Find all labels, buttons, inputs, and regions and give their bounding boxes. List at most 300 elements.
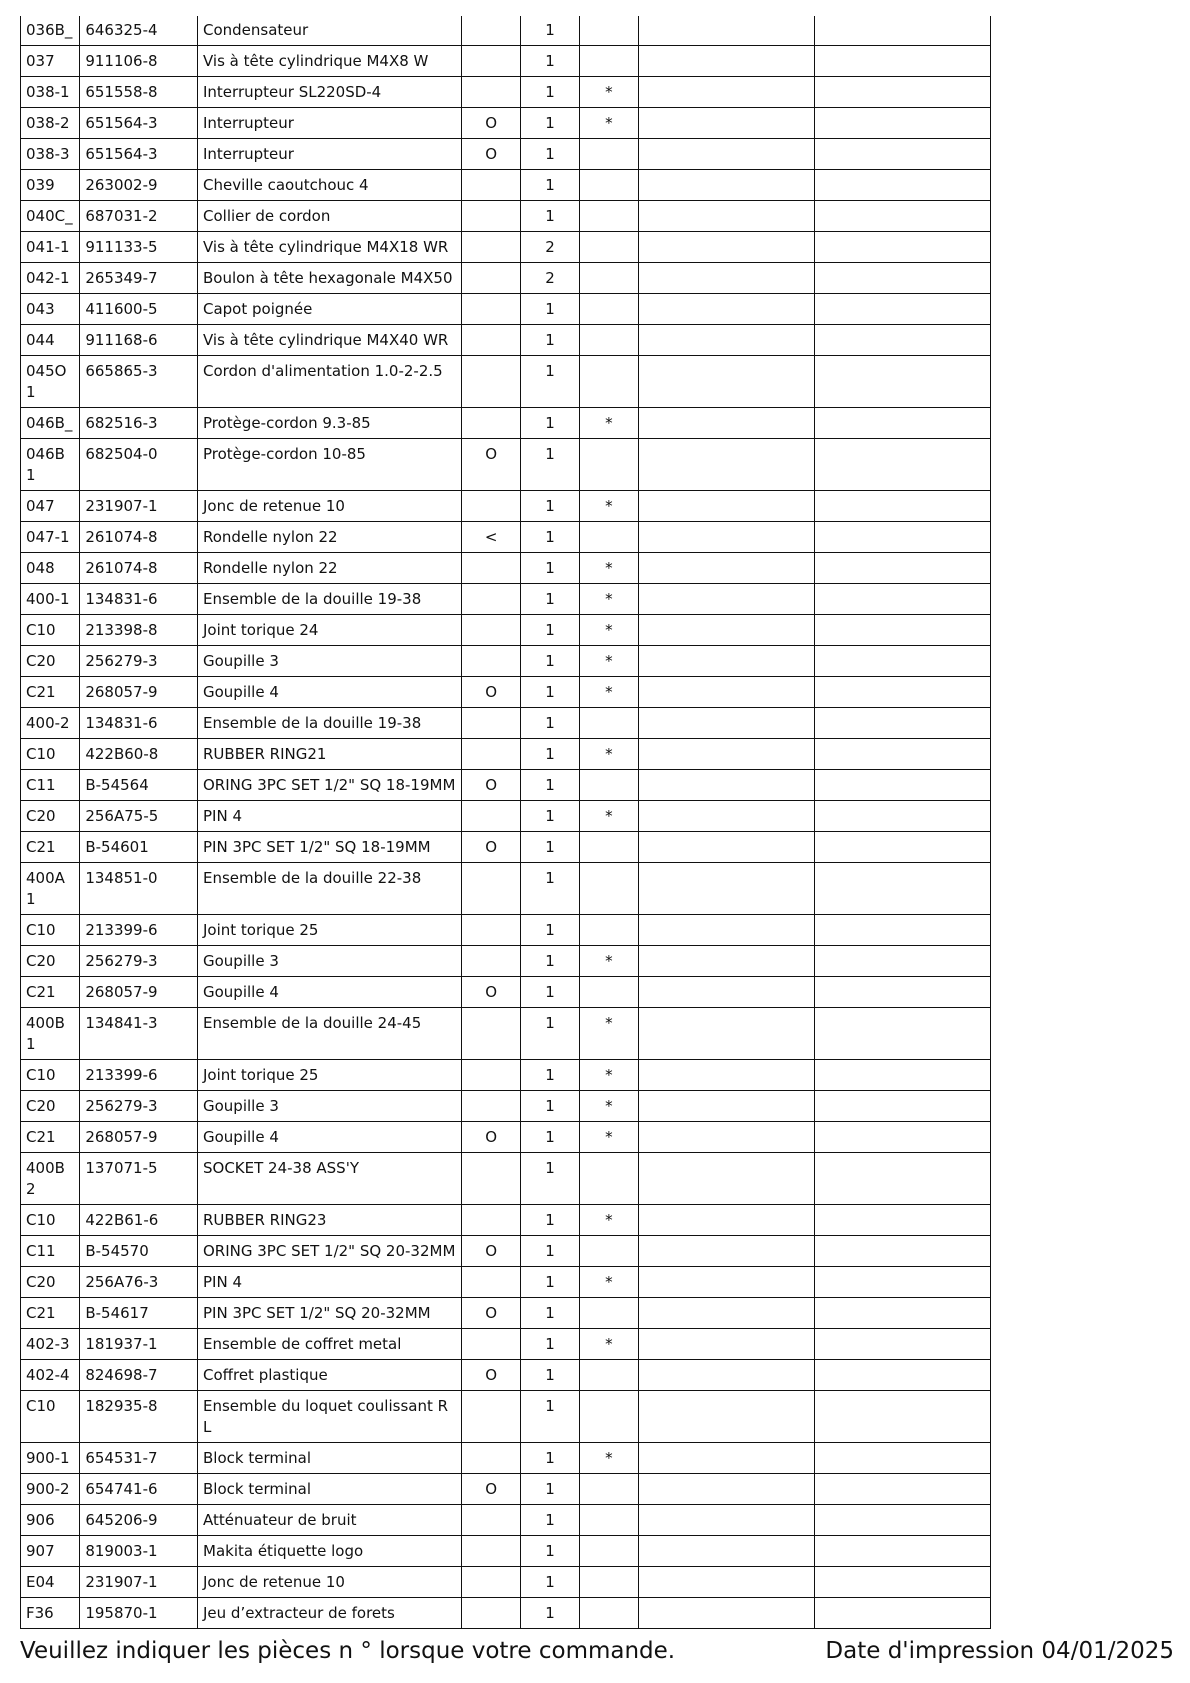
table-row [21, 1298, 991, 1329]
blank-cell [638, 832, 814, 863]
table-row [21, 863, 991, 915]
item-number-cell: 047-1 [21, 522, 80, 553]
description-cell: Goupille 3 [198, 946, 462, 977]
blank-cell [638, 1236, 814, 1267]
part-number-cell: 646325-4 [80, 16, 198, 46]
table-row [21, 1122, 991, 1153]
item-number-cell: C20 [21, 1267, 80, 1298]
description-cell: Goupille 3 [198, 646, 462, 677]
mark-cell [461, 294, 520, 325]
description-cell: Goupille 4 [198, 677, 462, 708]
blank-cell [814, 1267, 990, 1298]
table-row [21, 139, 991, 170]
blank-cell [638, 1567, 814, 1598]
table-row [21, 522, 991, 553]
note-cell [579, 1236, 638, 1267]
blank-cell [638, 1298, 814, 1329]
mark-cell [461, 77, 520, 108]
mark-cell [461, 1091, 520, 1122]
quantity-cell: 1 [521, 294, 579, 325]
mark-cell: < [461, 522, 520, 553]
blank-cell [814, 1391, 990, 1443]
item-number-cell: 900-2 [21, 1474, 80, 1505]
blank-cell [814, 1236, 990, 1267]
quantity-cell: 1 [521, 1153, 579, 1205]
part-number-cell: 268057-9 [80, 1122, 198, 1153]
description-cell: PIN 4 [198, 1267, 462, 1298]
item-number-cell: F36 [21, 1598, 80, 1629]
item-number-cell: 402-4 [21, 1360, 80, 1391]
description-cell: Makita étiquette logo [198, 1536, 462, 1567]
item-number-cell: C10 [21, 739, 80, 770]
table-row [21, 1391, 991, 1443]
note-cell [579, 232, 638, 263]
mark-cell: O [461, 1474, 520, 1505]
blank-cell [814, 1205, 990, 1236]
part-number-cell: 911133-5 [80, 232, 198, 263]
note-cell [579, 1298, 638, 1329]
description-cell: Ensemble de la douille 22-38 [198, 863, 462, 915]
quantity-cell: 1 [521, 1298, 579, 1329]
item-number-cell: C20 [21, 1091, 80, 1122]
part-number-cell: 213399-6 [80, 915, 198, 946]
blank-cell [814, 1567, 990, 1598]
quantity-cell: 1 [521, 1267, 579, 1298]
blank-cell [638, 325, 814, 356]
quantity-cell: 1 [521, 1505, 579, 1536]
note-cell [579, 294, 638, 325]
description-cell: Block terminal [198, 1443, 462, 1474]
part-number-cell: 268057-9 [80, 977, 198, 1008]
item-number-cell: C11 [21, 770, 80, 801]
print-date: Date d'impression 04/01/2025 [825, 1638, 1174, 1664]
blank-cell [814, 708, 990, 739]
note-cell [579, 139, 638, 170]
part-number-cell: 231907-1 [80, 491, 198, 522]
quantity-cell: 1 [521, 356, 579, 408]
blank-cell [814, 739, 990, 770]
blank-cell [638, 1008, 814, 1060]
part-number-cell: 824698-7 [80, 1360, 198, 1391]
blank-cell [814, 1536, 990, 1567]
mark-cell [461, 201, 520, 232]
item-number-cell: 400B2 [21, 1153, 80, 1205]
blank-cell [638, 1443, 814, 1474]
table-row [21, 356, 991, 408]
mark-cell [461, 801, 520, 832]
quantity-cell: 1 [521, 946, 579, 977]
table-row [21, 739, 991, 770]
blank-cell [814, 522, 990, 553]
note-cell: * [579, 1091, 638, 1122]
table-row [21, 16, 991, 46]
quantity-cell: 1 [521, 1008, 579, 1060]
mark-cell [461, 646, 520, 677]
description-cell: Ensemble de coffret metal [198, 1329, 462, 1360]
mark-cell: O [461, 139, 520, 170]
mark-cell [461, 263, 520, 294]
blank-cell [638, 46, 814, 77]
part-number-cell: 819003-1 [80, 1536, 198, 1567]
quantity-cell: 1 [521, 325, 579, 356]
note-cell [579, 708, 638, 739]
description-cell: Joint torique 24 [198, 615, 462, 646]
note-cell [579, 16, 638, 46]
blank-cell [814, 1298, 990, 1329]
blank-cell [638, 170, 814, 201]
blank-cell [638, 1360, 814, 1391]
blank-cell [638, 1329, 814, 1360]
mark-cell [461, 615, 520, 646]
quantity-cell: 1 [521, 139, 579, 170]
note-cell: * [579, 408, 638, 439]
mark-cell [461, 946, 520, 977]
table-row [21, 1205, 991, 1236]
mark-cell [461, 491, 520, 522]
table-row [21, 946, 991, 977]
item-number-cell: C21 [21, 677, 80, 708]
mark-cell [461, 1505, 520, 1536]
blank-cell [638, 1536, 814, 1567]
mark-cell [461, 1329, 520, 1360]
blank-cell [814, 108, 990, 139]
mark-cell [461, 356, 520, 408]
blank-cell [814, 263, 990, 294]
quantity-cell: 1 [521, 863, 579, 915]
table-row [21, 294, 991, 325]
table-row [21, 439, 991, 491]
part-number-cell: 134841-3 [80, 1008, 198, 1060]
mark-cell [461, 1153, 520, 1205]
note-cell [579, 325, 638, 356]
blank-cell [638, 201, 814, 232]
description-cell: SOCKET 24-38 ASS'Y [198, 1153, 462, 1205]
note-cell: * [579, 553, 638, 584]
part-number-cell: 687031-2 [80, 201, 198, 232]
mark-cell: O [461, 832, 520, 863]
description-cell: Boulon à tête hexagonale M4X50 [198, 263, 462, 294]
part-number-cell: 682504-0 [80, 439, 198, 491]
description-cell: Goupille 3 [198, 1091, 462, 1122]
description-cell: Jonc de retenue 10 [198, 491, 462, 522]
item-number-cell: 038-3 [21, 139, 80, 170]
blank-cell [638, 977, 814, 1008]
part-number-cell: B-54564 [80, 770, 198, 801]
item-number-cell: C10 [21, 615, 80, 646]
part-number-cell: 654741-6 [80, 1474, 198, 1505]
note-cell: * [579, 615, 638, 646]
blank-cell [814, 1505, 990, 1536]
part-number-cell: 256279-3 [80, 946, 198, 977]
blank-cell [638, 1505, 814, 1536]
blank-cell [638, 615, 814, 646]
part-number-cell: 268057-9 [80, 677, 198, 708]
description-cell: Ensemble de la douille 24-45 [198, 1008, 462, 1060]
table-row [21, 1443, 991, 1474]
note-cell [579, 1505, 638, 1536]
item-number-cell: 400-2 [21, 708, 80, 739]
blank-cell [638, 646, 814, 677]
description-cell: Condensateur [198, 16, 462, 46]
table-row [21, 1008, 991, 1060]
mark-cell: O [461, 108, 520, 139]
table-row [21, 615, 991, 646]
part-number-cell: 213399-6 [80, 1060, 198, 1091]
quantity-cell: 1 [521, 522, 579, 553]
item-number-cell: C20 [21, 946, 80, 977]
item-number-cell: 048 [21, 553, 80, 584]
blank-cell [814, 1091, 990, 1122]
mark-cell [461, 46, 520, 77]
blank-cell [638, 139, 814, 170]
blank-cell [814, 1329, 990, 1360]
description-cell: PIN 3PC SET 1/2" SQ 20-32MM [198, 1298, 462, 1329]
table-row [21, 801, 991, 832]
blank-cell [638, 439, 814, 491]
parts-table [20, 16, 991, 1629]
quantity-cell: 1 [521, 16, 579, 46]
note-cell [579, 770, 638, 801]
mark-cell: O [461, 977, 520, 1008]
blank-cell [814, 1060, 990, 1091]
mark-cell [461, 1060, 520, 1091]
quantity-cell: 1 [521, 201, 579, 232]
blank-cell [638, 1267, 814, 1298]
description-cell: Cordon d'alimentation 1.0-2-2.5 [198, 356, 462, 408]
note-cell: * [579, 677, 638, 708]
mark-cell: O [461, 1236, 520, 1267]
description-cell: Coffret plastique [198, 1360, 462, 1391]
table-row [21, 584, 991, 615]
table-row [21, 1567, 991, 1598]
note-cell: * [579, 1443, 638, 1474]
mark-cell [461, 325, 520, 356]
description-cell: RUBBER RING23 [198, 1205, 462, 1236]
blank-cell [814, 491, 990, 522]
blank-cell [814, 139, 990, 170]
table-row [21, 325, 991, 356]
table-row [21, 491, 991, 522]
note-cell [579, 46, 638, 77]
quantity-cell: 1 [521, 439, 579, 491]
part-number-cell: 651564-3 [80, 108, 198, 139]
quantity-cell: 1 [521, 1329, 579, 1360]
quantity-cell: 1 [521, 1360, 579, 1391]
mark-cell [461, 739, 520, 770]
description-cell: Rondelle nylon 22 [198, 553, 462, 584]
description-cell: Vis à tête cylindrique M4X8 W [198, 46, 462, 77]
description-cell: Joint torique 25 [198, 915, 462, 946]
blank-cell [814, 615, 990, 646]
mark-cell [461, 1536, 520, 1567]
note-cell [579, 170, 638, 201]
table-row [21, 46, 991, 77]
description-cell: Interrupteur SL220SD-4 [198, 77, 462, 108]
item-number-cell: 907 [21, 1536, 80, 1567]
item-number-cell: 038-2 [21, 108, 80, 139]
quantity-cell: 1 [521, 615, 579, 646]
table-row [21, 1505, 991, 1536]
part-number-cell: 645206-9 [80, 1505, 198, 1536]
table-row [21, 832, 991, 863]
quantity-cell: 1 [521, 77, 579, 108]
note-cell [579, 201, 638, 232]
table-row [21, 770, 991, 801]
table-row [21, 677, 991, 708]
quantity-cell: 1 [521, 1443, 579, 1474]
part-number-cell: 422B60-8 [80, 739, 198, 770]
note-cell: * [579, 584, 638, 615]
table-row [21, 263, 991, 294]
item-number-cell: 041-1 [21, 232, 80, 263]
note-cell [579, 832, 638, 863]
quantity-cell: 1 [521, 708, 579, 739]
quantity-cell: 1 [521, 1536, 579, 1567]
item-number-cell: C21 [21, 977, 80, 1008]
mark-cell [461, 584, 520, 615]
table-row [21, 408, 991, 439]
table-row [21, 1267, 991, 1298]
blank-cell [638, 16, 814, 46]
part-number-cell: 256A75-5 [80, 801, 198, 832]
part-number-cell: 261074-8 [80, 553, 198, 584]
order-instruction: Veuillez indiquer les pièces n ° lorsque votre commande. [20, 1638, 676, 1664]
item-number-cell: C10 [21, 915, 80, 946]
blank-cell [638, 77, 814, 108]
note-cell [579, 263, 638, 294]
mark-cell [461, 1205, 520, 1236]
mark-cell [461, 16, 520, 46]
note-cell: * [579, 491, 638, 522]
table-row [21, 201, 991, 232]
part-number-cell: 651558-8 [80, 77, 198, 108]
note-cell [579, 1360, 638, 1391]
table-row [21, 553, 991, 584]
blank-cell [814, 646, 990, 677]
blank-cell [814, 232, 990, 263]
blank-cell [638, 522, 814, 553]
item-number-cell: 045O1 [21, 356, 80, 408]
note-cell: * [579, 801, 638, 832]
note-cell [579, 977, 638, 1008]
blank-cell [814, 356, 990, 408]
quantity-cell: 1 [521, 677, 579, 708]
quantity-cell: 1 [521, 1205, 579, 1236]
blank-cell [638, 232, 814, 263]
mark-cell: O [461, 677, 520, 708]
quantity-cell: 1 [521, 977, 579, 1008]
blank-cell [638, 739, 814, 770]
table-row [21, 1153, 991, 1205]
item-number-cell: C10 [21, 1205, 80, 1236]
table-row [21, 1329, 991, 1360]
part-number-cell: 654531-7 [80, 1443, 198, 1474]
blank-cell [638, 770, 814, 801]
part-number-cell: 134831-6 [80, 584, 198, 615]
quantity-cell: 1 [521, 491, 579, 522]
mark-cell [461, 553, 520, 584]
quantity-cell: 1 [521, 408, 579, 439]
quantity-cell: 1 [521, 584, 579, 615]
blank-cell [814, 946, 990, 977]
part-number-cell: 231907-1 [80, 1567, 198, 1598]
item-number-cell: 400B1 [21, 1008, 80, 1060]
blank-cell [638, 263, 814, 294]
quantity-cell: 1 [521, 801, 579, 832]
part-number-cell: 265349-7 [80, 263, 198, 294]
table-row [21, 170, 991, 201]
quantity-cell: 1 [521, 108, 579, 139]
description-cell: Capot poignée [198, 294, 462, 325]
part-number-cell: 181937-1 [80, 1329, 198, 1360]
item-number-cell: C10 [21, 1060, 80, 1091]
table-row [21, 646, 991, 677]
mark-cell [461, 863, 520, 915]
part-number-cell: B-54617 [80, 1298, 198, 1329]
blank-cell [814, 977, 990, 1008]
part-number-cell: 911106-8 [80, 46, 198, 77]
note-cell [579, 356, 638, 408]
table-row [21, 108, 991, 139]
table-row [21, 1536, 991, 1567]
description-cell: PIN 4 [198, 801, 462, 832]
note-cell: * [579, 739, 638, 770]
item-number-cell: C21 [21, 1122, 80, 1153]
item-number-cell: 040C_ [21, 201, 80, 232]
blank-cell [638, 356, 814, 408]
blank-cell [638, 1060, 814, 1091]
quantity-cell: 1 [521, 646, 579, 677]
item-number-cell: C20 [21, 646, 80, 677]
item-number-cell: 036B_ [21, 16, 80, 46]
description-cell: Jeu d’extracteur de forets [198, 1598, 462, 1629]
blank-cell [638, 294, 814, 325]
mark-cell [461, 408, 520, 439]
quantity-cell: 1 [521, 1474, 579, 1505]
description-cell: Block terminal [198, 1474, 462, 1505]
blank-cell [814, 46, 990, 77]
part-number-cell: B-54601 [80, 832, 198, 863]
blank-cell [638, 863, 814, 915]
mark-cell [461, 1008, 520, 1060]
table-row [21, 232, 991, 263]
part-number-cell: B-54570 [80, 1236, 198, 1267]
part-number-cell: 911168-6 [80, 325, 198, 356]
quantity-cell: 1 [521, 770, 579, 801]
note-cell: * [579, 946, 638, 977]
blank-cell [814, 325, 990, 356]
note-cell: * [579, 1267, 638, 1298]
quantity-cell: 1 [521, 832, 579, 863]
note-cell [579, 1474, 638, 1505]
note-cell [579, 522, 638, 553]
item-number-cell: 039 [21, 170, 80, 201]
part-number-cell: 134831-6 [80, 708, 198, 739]
blank-cell [638, 708, 814, 739]
item-number-cell: 400A1 [21, 863, 80, 915]
blank-cell [814, 16, 990, 46]
mark-cell [461, 1391, 520, 1443]
blank-cell [638, 677, 814, 708]
blank-cell [638, 915, 814, 946]
quantity-cell: 1 [521, 1598, 579, 1629]
mark-cell: O [461, 1360, 520, 1391]
blank-cell [638, 1391, 814, 1443]
blank-cell [814, 801, 990, 832]
mark-cell [461, 1443, 520, 1474]
blank-cell [814, 1443, 990, 1474]
table-row [21, 1360, 991, 1391]
